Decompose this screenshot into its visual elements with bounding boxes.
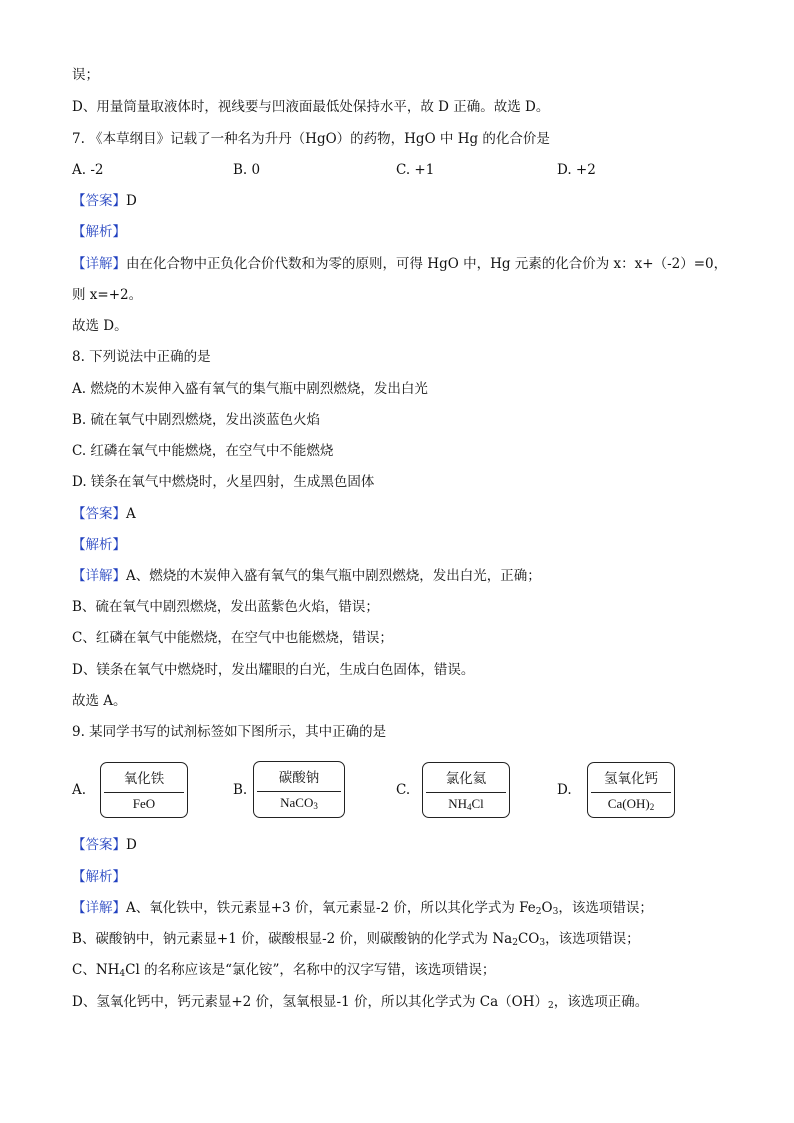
question-9: 9. 某同学书写的试剂标签如下图所示，其中正确的是	[72, 724, 387, 740]
text-line: 则 x=+2。	[72, 287, 143, 303]
q9-option-letter: D.	[557, 782, 572, 798]
q7-analysis-tag: 【解析】	[72, 224, 126, 240]
answer-tag: 【答案】	[72, 837, 126, 853]
q9-analysis-tag: 【解析】	[72, 869, 126, 885]
label-formula: $NH_4Cl$	[448, 796, 484, 812]
q8-option-c: C. 红磷在氧气中能燃烧，在空气中不能燃烧	[72, 443, 334, 459]
label-divider	[257, 791, 341, 792]
q7-option-c: C. +1	[396, 162, 435, 178]
detail-text: A、氧化铁中，铁元素显+3 价，氧元素显-2 价，所以其化学式为 Fe	[126, 900, 536, 916]
answer-value: D	[126, 837, 137, 853]
answer-tag: 【答案】	[72, 193, 126, 209]
reagent-label	[100, 762, 188, 818]
q7-option-b: B. 0	[233, 162, 261, 178]
q7-option-a: A. -2	[72, 162, 104, 178]
reagent-label	[422, 762, 510, 818]
text-line: C、$NH_4Cl$ 的名称应该是“氯化铵”，名称中的汉字写错，该选项错误；	[72, 962, 496, 979]
answer-value: D	[126, 193, 137, 209]
detail-text: 由在化合物中正负化合价代数和为零的原则，可得 HgO 中，Hg 元素的化合价为 x：x+（-2）=0，	[126, 256, 728, 272]
text-line: 误；	[72, 67, 99, 83]
reagent-label	[253, 761, 345, 818]
label-name: 碳酸钠	[278, 770, 320, 786]
q7-option-d: D. +2	[557, 162, 596, 178]
q9-answer	[72, 836, 137, 854]
detail-tag: 【详解】	[72, 900, 126, 916]
label-name: 氯化氦	[445, 771, 487, 787]
question-8: 8. 下列说法中正确的是	[72, 349, 211, 365]
answer-value: A	[126, 506, 136, 522]
q8-option-d: D. 镁条在氧气中燃烧时，火星四射，生成黑色固体	[72, 474, 375, 490]
text-line: 故选 D。	[72, 318, 128, 334]
label-divider	[104, 792, 184, 793]
label-formula: FeO	[132, 796, 156, 811]
text-line: C、红磷在氧气中能燃烧，在空气中也能燃烧，错误；	[72, 630, 393, 646]
text-line: 故选 A。	[72, 693, 127, 709]
q9-detail: 【详解】A、氧化铁中，铁元素显+3 价，氧元素显-2 价，所以其化学式为 $Fe_2O_3$，该选项错误；	[72, 900, 653, 917]
text-line: D、氢氧化钙中，钙元素显+2 价，氢氧根显-1 价，所以其化学式为 $Ca(OH)_2$，该选项正确。	[72, 994, 649, 1011]
label-divider	[426, 792, 506, 793]
label-formula: NaCO$_3$	[280, 795, 318, 811]
detail-tag: 【详解】	[72, 568, 126, 584]
label-formula: $Ca(OH)_2$	[607, 796, 655, 812]
text-line: D、用量筒量取液体时，视线要与凹液面最低处保持水平，故 D 正确。故选 D。	[72, 99, 550, 115]
label-name: 氢氧化钙	[604, 771, 658, 787]
detail-tag: 【详解】	[72, 256, 126, 272]
label-name: 氧化铁	[123, 771, 165, 787]
reagent-label	[587, 762, 675, 818]
q8-answer	[72, 505, 136, 523]
q8-option-b: B. 硫在氧气中剧烈燃烧，发出淡蓝色火焰	[72, 412, 321, 428]
q7-detail	[72, 255, 727, 273]
label-divider	[591, 792, 671, 793]
text-line: B、碳酸钠中，钠元素显+1 价，碳酸根显-2 价，则碳酸钠的化学式为 $Na_2CO_3$，该选项错误；	[72, 931, 640, 948]
answer-tag: 【答案】	[72, 506, 126, 522]
detail-text: A、燃烧的木炭伸入盛有氧气的集气瓶中剧烈燃烧，发出白光，正确；	[126, 568, 541, 584]
q9-option-letter: B.	[233, 782, 248, 798]
q9-option-letter: C.	[396, 782, 411, 798]
q9-option-letter: A.	[72, 782, 87, 798]
q8-analysis-tag: 【解析】	[72, 537, 126, 553]
q7-answer	[72, 192, 137, 210]
question-7: 7. 《本草纲目》记载了一种名为升丹（HgO）的药物，HgO 中 Hg 的化合价是	[72, 131, 550, 147]
text-line: D、镁条在氧气中燃烧时，发出耀眼的白光，生成白色固体，错误。	[72, 662, 475, 678]
q8-option-a: A. 燃烧的木炭伸入盛有氧气的集气瓶中剧烈燃烧，发出白光	[72, 381, 428, 397]
q8-detail	[72, 567, 541, 585]
text-line: B、硫在氧气中剧烈燃烧，发出蓝紫色火焰，错误；	[72, 599, 379, 615]
